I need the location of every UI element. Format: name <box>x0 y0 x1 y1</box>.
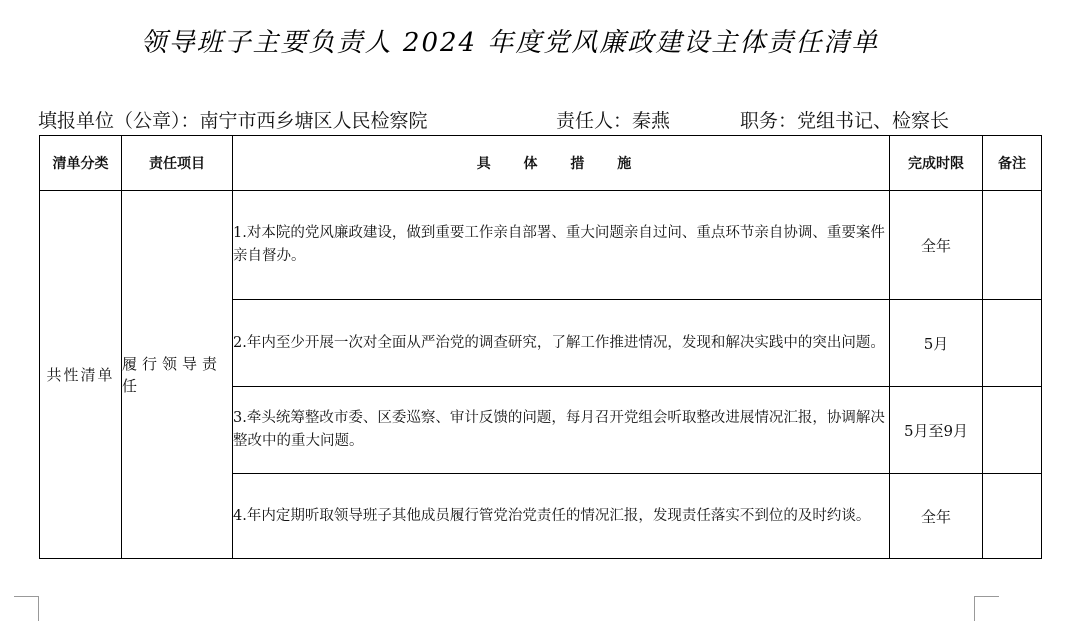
deadline-cell: 全年 <box>890 474 983 559</box>
header-project: 责任项目 <box>122 136 233 191</box>
filing-unit-label: 填报单位（公章）：南宁市西乡塘区人民检察院 <box>38 110 428 132</box>
remark-cell <box>983 474 1042 559</box>
deadline-cell: 全年 <box>890 191 983 300</box>
measure-cell: 1.对本院的党风廉政建设，做到重要工作亲自部署、重大问题亲自过问、重点环节亲自协调、重要案件亲自督办。 <box>233 191 890 300</box>
remark-cell <box>983 191 1042 300</box>
measure-cell: 4.年内定期听取领导班子其他成员履行管党治党责任的情况汇报，发现责任落实不到位的及时约谈。 <box>233 474 890 559</box>
table-header-row <box>40 136 1042 191</box>
project-cell: 履行领导责任 <box>122 191 233 559</box>
header-category: 清单分类 <box>40 136 122 191</box>
remark-cell <box>983 387 1042 474</box>
position-label: 职务：党组书记、检察长 <box>740 110 950 132</box>
measure-cell: 3.牵头统筹整改市委、区委巡察、审计反馈的问题，每月召开党组会听取整改进展情况汇报，协调解决整改中的重大问题。 <box>233 387 890 474</box>
page-corner-mark-right <box>974 596 999 621</box>
responsible-person-label: 责任人：秦燕 <box>556 110 671 132</box>
remark-cell <box>983 300 1042 387</box>
measure-cell: 2.年内至少开展一次对全面从严治党的调查研究，了解工作推进情况，发现和解决实践中的突出问题。 <box>233 300 890 387</box>
document-title: 领导班子主要负责人 2024 年度党风廉政建设主体责任清单 <box>140 28 880 58</box>
deadline-cell: 5月至9月 <box>890 387 983 474</box>
table-row <box>40 191 1042 300</box>
responsibility-table <box>39 135 1042 559</box>
deadline-cell: 5月 <box>890 300 983 387</box>
header-measures: 具 体 措 施 <box>233 136 890 191</box>
header-deadline: 完成时限 <box>890 136 983 191</box>
page-corner-mark-left <box>14 596 39 621</box>
header-remarks: 备注 <box>983 136 1042 191</box>
category-cell: 共性清单 <box>40 191 122 559</box>
